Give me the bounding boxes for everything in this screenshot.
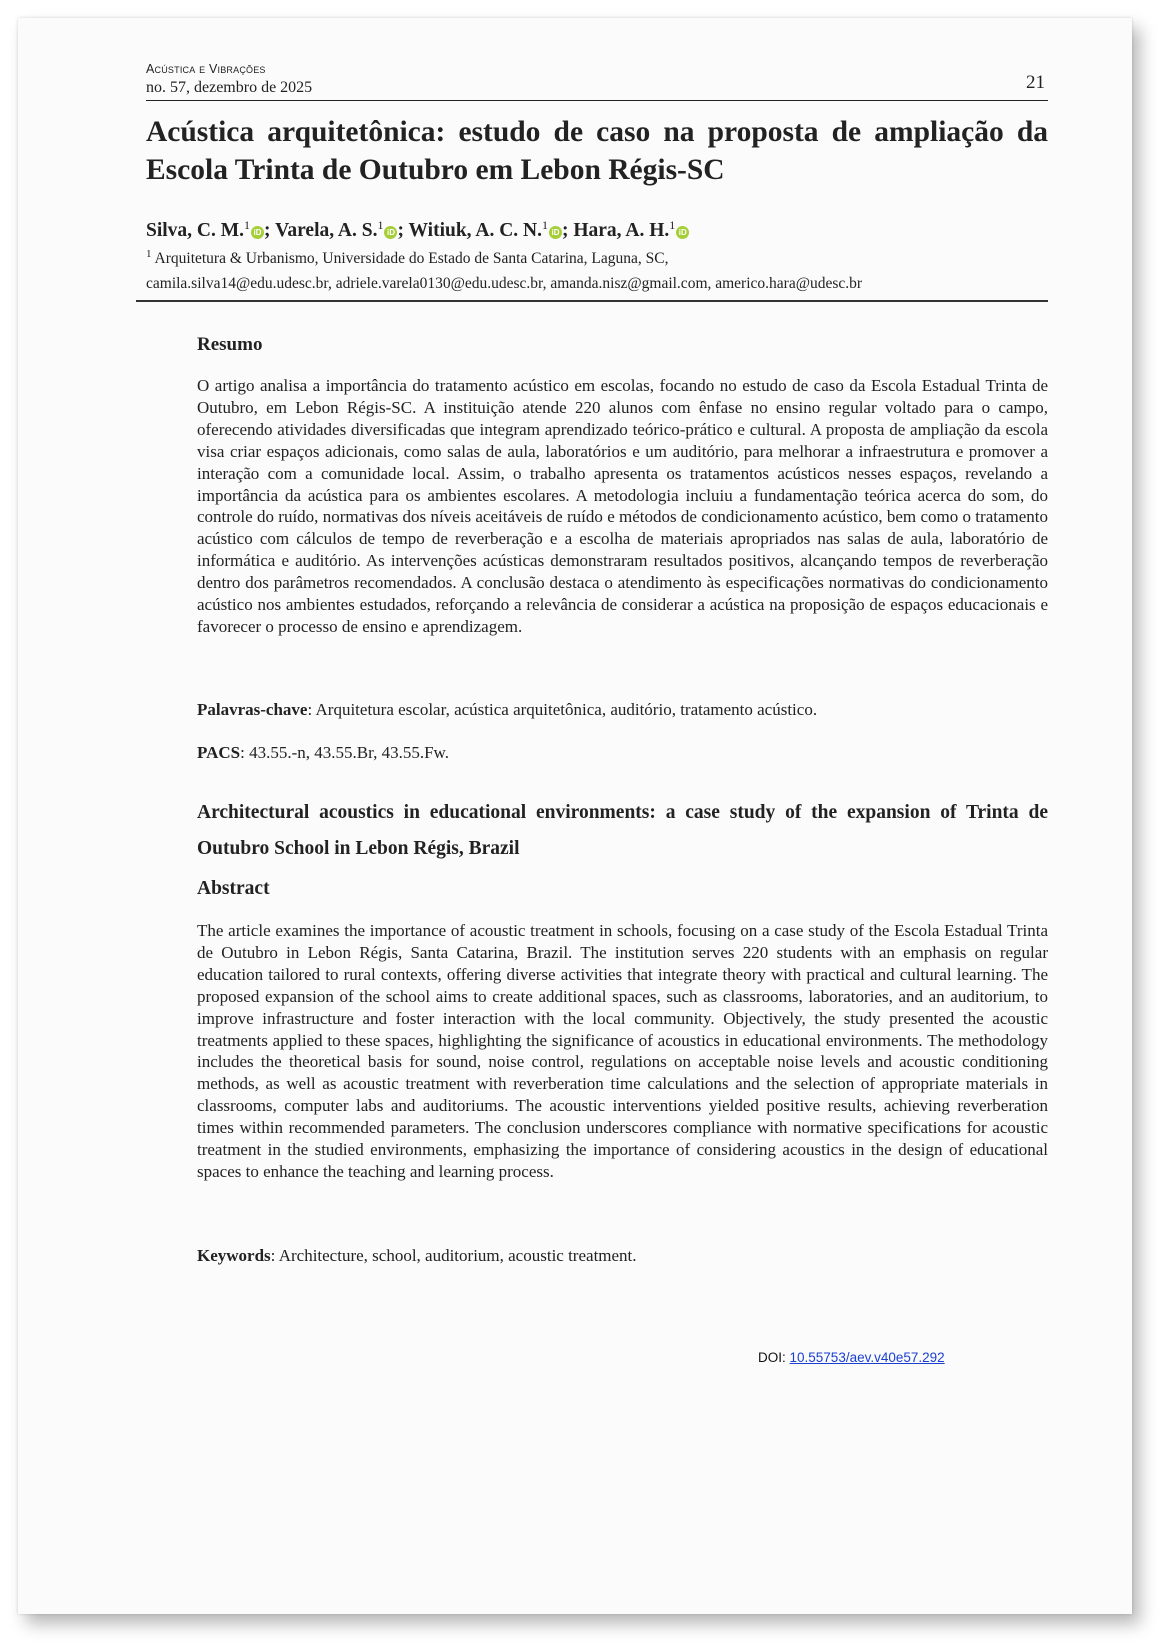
affiliation-text: Arquitetura & Urbanismo, Universidade do Estado de Santa Catarina, Laguna, SC, xyxy=(154,250,669,267)
doi xyxy=(758,1350,945,1365)
author-name: Witiuk, A. C. N. xyxy=(408,220,542,241)
paper-title: Acústica arquitetônica: estudo de caso na proposta de ampliação da Escola Trinta de Outubro em Lebon Régis-SC xyxy=(146,116,1048,186)
orcid-icon[interactable]: iD xyxy=(549,226,562,239)
paper-page xyxy=(18,18,1132,1614)
pacs-codes xyxy=(197,743,449,763)
section-rule xyxy=(136,300,1048,302)
author-name: Hara, A. H. xyxy=(573,220,670,241)
issue-info: no. 57, dezembro de 2025 xyxy=(146,79,313,96)
doi-link[interactable]: 10.55753/aev.v40e57.292 xyxy=(789,1350,945,1365)
palavras-chave xyxy=(197,700,817,720)
doi-label: DOI: xyxy=(758,1350,790,1365)
author-emails: camila.silva14@edu.udesc.br, adriele.varela0130@edu.udesc.br, amanda.nisz@gmail.com, americo.hara@udesc.br xyxy=(146,275,863,292)
english-title: Architectural acoustics in educational environments: a case study of the expansion of Trinta de Outubro School in Lebon Régis, Brazil xyxy=(197,802,1048,859)
keywords-text: : Architecture, school, auditorium, acoustic treatment. xyxy=(270,1246,637,1265)
author-name: Silva, C. M. xyxy=(146,220,245,241)
abstract-text: The article examines the importance of acoustic treatment in schools, focusing on a case study of the Escola Estadual Trinta de Outubro in Lebon Régis, Santa Catarina, Brazil. The institution serves 220 students with an emphasis on regular education tailored to rural contexts, offering diverse activities that integrate theory with practical and cultural learning. The proposed expansion of the school aims to create additional spaces, such as classrooms, laboratories, and an auditorium, to improve infrastructure and foster interaction with the local community. Objectively, the study presented the acoustic treatments applied to these spaces, highlighting the significance of acoustics in educational environments. The methodology includes the theoretical basis for sound, noise control, regulations on acceptable noise levels and acoustic conditioning methods, as well as acoustic treatment with reverberation time calculations and the selection of appropriate materials in classrooms, computer labs and auditoriums. The acoustic interventions yielded positive results, achieving reverberation times within recommended parameters. The conclusion underscores compliance with normative specifications for acoustic treatment in the studied environments, emphasizing the importance of considering acoustics in the design of educational spaces to enhance the teaching and learning process. xyxy=(197,921,1048,1181)
pacs-label: PACS xyxy=(197,743,241,762)
orcid-icon[interactable]: iD xyxy=(676,226,689,239)
affiliation xyxy=(146,248,669,268)
journal-name-text: Acústica e Vibrações xyxy=(146,62,266,76)
keywords-label: Keywords xyxy=(197,1246,271,1265)
affiliation-mark: 1 xyxy=(669,218,676,232)
affiliation-mark: 1 xyxy=(244,218,251,232)
journal-name xyxy=(146,62,266,76)
palavras-chave-label: Palavras-chave xyxy=(197,700,308,719)
resumo-heading: Resumo xyxy=(197,334,263,355)
page-number: 21 xyxy=(1026,72,1045,93)
keywords xyxy=(197,1246,637,1266)
abstract-heading: Abstract xyxy=(197,878,270,899)
author-list: Silva, C. M.$^1$iD ; Varela, A. S.$^1$iD ; Witiuk, A. C. N.$^1$iD ; Hara, A. H.$^1$iD xyxy=(146,218,689,242)
resumo-text: O artigo analisa a importância do tratamento acústico em escolas, focando no estudo de caso da Escola Estadual Trinta de Outubro, em Lebon Régis-SC. A instituição atende 220 alunos com ênfase no ensino regular voltado para o campo, oferecendo atividades diversificadas que integram aprendizado teórico-prático e cultural. A proposta de ampliação da escola visa criar espaços adicionais, como salas de aula, laboratórios e um auditório, para melhorar a infraestrutura e promover a interação com a comunidade local. Assim, o trabalho apresenta os tratamentos acústicos nesses espaços, revelando a importância da acústica para os ambientes escolares. A metodologia incluiu a fundamentação teórica acerca do som, do controle do ruído, normativas dos níveis aceitáveis de ruído e métodos de condicionamento acústico, bem como o tratamento acústico com cálculos de tempo de reverberação e a escolha de materiais apropriados nas salas de aula, laboratório de informática e auditório. As intervenções acústicas demonstraram resultados positivos, alcançando tempos de reverberação dentro dos parâmetros recomendados. A conclusão destaca o atendimento às especificações normativas do condicionamento acústico nos ambientes estudados, reforçando a relevância de considerar a acústica na proposição de espaços educacionais e favorecer o processo de ensino e aprendizagem. xyxy=(197,376,1048,636)
orcid-icon[interactable]: iD xyxy=(251,226,264,239)
orcid-icon[interactable]: iD xyxy=(384,226,397,239)
header-rule xyxy=(146,100,1048,101)
affiliation-mark: 1 xyxy=(541,218,548,232)
pacs-text: : 43.55.-n, 43.55.Br, 43.55.Fw. xyxy=(240,743,449,762)
palavras-chave-text: : Arquitetura escolar, acústica arquitetônica, auditório, tratamento acústico. xyxy=(307,700,818,719)
author-name: Varela, A. S. xyxy=(275,220,378,241)
affiliation-mark: 1 xyxy=(377,218,384,232)
affiliation-number: 1 xyxy=(146,248,152,260)
